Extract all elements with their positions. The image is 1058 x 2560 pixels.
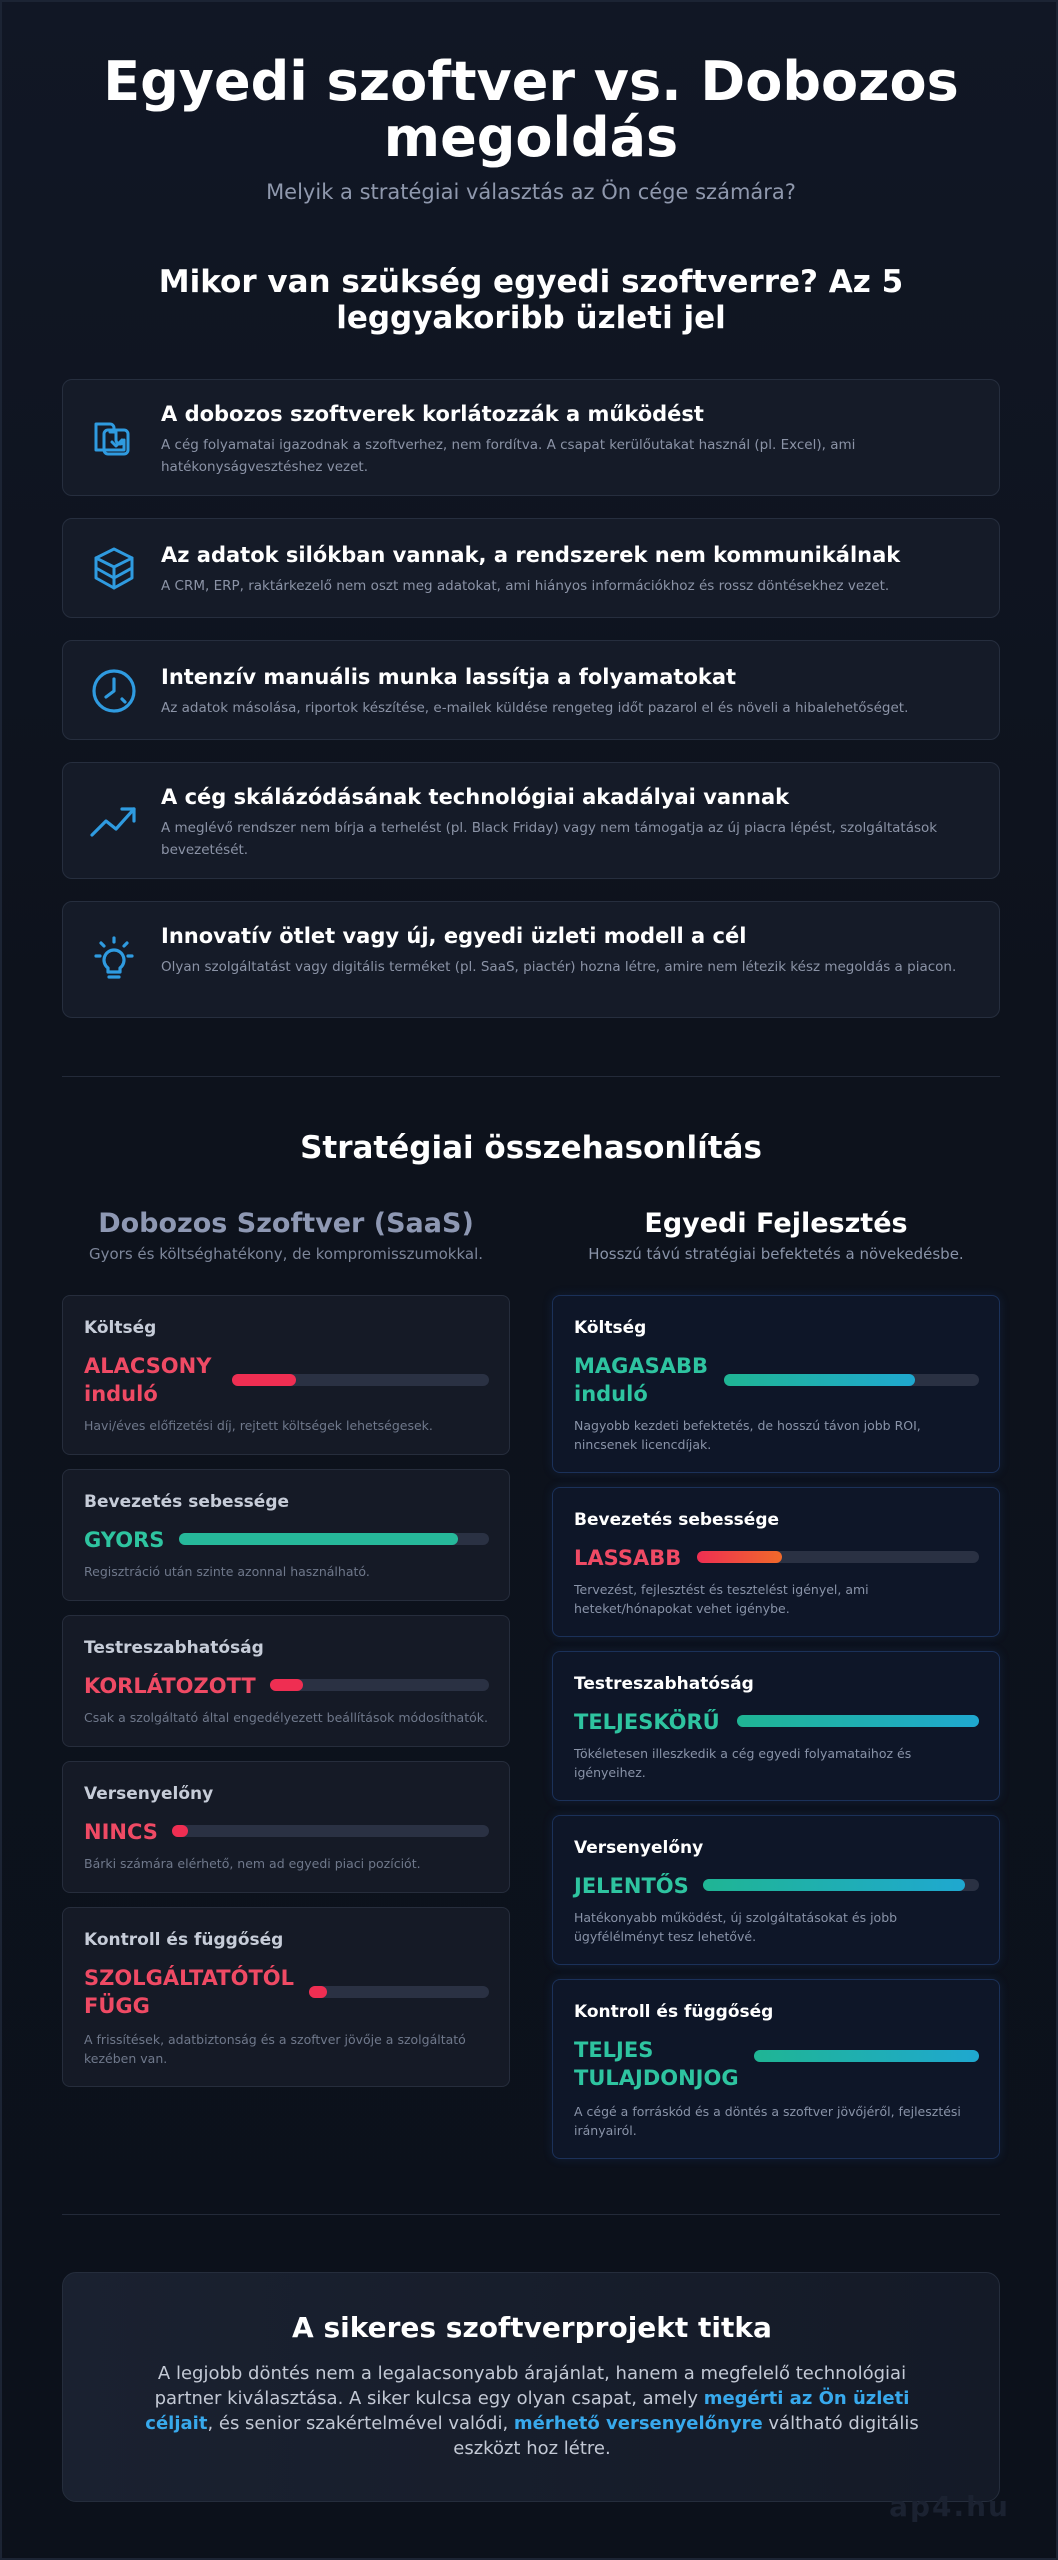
- criterion-bar: [179, 1533, 489, 1545]
- puzzle-icon: [88, 412, 140, 464]
- criterion-label: Kontroll és függőség: [84, 1930, 284, 1950]
- criterion-label: Költség: [84, 1318, 157, 1338]
- criterion-label: Bevezetés sebessége: [574, 1510, 780, 1530]
- custom-control-card: [552, 1979, 1000, 2159]
- sign-card: [62, 762, 1000, 879]
- criterion-note: Regisztráció után szinte azonnal használható.: [84, 1564, 370, 1579]
- criterion-label: Bevezetés sebessége: [84, 1492, 290, 1512]
- sign-card: [62, 640, 1000, 740]
- page-title: [2, 50, 1058, 169]
- criterion-label: Kontroll és függőség: [574, 2002, 774, 2022]
- clock-icon: [88, 665, 140, 717]
- criterion-value: SZOLGÁLTATÓTÓL FÜGG: [84, 1966, 295, 2018]
- sign-card: [62, 518, 1000, 618]
- criterion-bar: [724, 1374, 979, 1386]
- criterion-bar-fill: [309, 1986, 327, 1998]
- sign-title: Az adatok silókban vannak, a rendszerek nem kommunikálnak: [161, 543, 901, 567]
- criterion-value: MAGASABB induló: [574, 1354, 709, 1406]
- saas-column-title: Dobozos Szoftver (SaaS): [98, 1208, 474, 1239]
- custom-cost-card: [552, 1295, 1000, 1473]
- sign-card: [62, 901, 1000, 1018]
- criterion-value: GYORS: [84, 1528, 165, 1552]
- criterion-bar-fill: [724, 1374, 915, 1386]
- page-subtitle: Melyik a stratégiai választás az Ön cége számára?: [266, 180, 796, 204]
- criterion-note: Havi/éves előfizetési díj, rejtett költségek lehetségesek.: [84, 1418, 433, 1433]
- criterion-bar: [172, 1825, 489, 1837]
- criterion-value: TELJES TULAJDONJOG: [574, 2038, 739, 2090]
- custom-customization-card: [552, 1651, 1000, 1801]
- criterion-bar: [309, 1986, 489, 1998]
- divider: [62, 2214, 1000, 2215]
- database-icon: [88, 543, 140, 595]
- criterion-bar-fill: [703, 1879, 965, 1891]
- watermark-logo: ap4.hu: [889, 2490, 1010, 2523]
- saas-column-subtitle: Gyors és költséghatékony, de kompromisszumokkal.: [88, 1245, 484, 1263]
- criterion-bar: [703, 1879, 979, 1891]
- custom-column-subtitle: Hosszú távú stratégiai befektetés a növekedésbe.: [588, 1245, 964, 1263]
- custom-column-title: Egyedi Fejlesztés: [644, 1208, 908, 1239]
- criterion-note: Tökéletesen illeszkedik a cég egyedi folyamataihoz és igényeihez.: [574, 1746, 912, 1780]
- sign-title: A dobozos szoftverek korlátozzák a működést: [161, 402, 704, 426]
- criterion-bar: [697, 1551, 979, 1563]
- sign-card: [62, 379, 1000, 496]
- criterion-value: NINCS: [84, 1820, 158, 1844]
- criterion-value: TELJESKÖRŰ: [574, 1710, 720, 1734]
- saas-control-card: [62, 1907, 510, 2087]
- saas-cost-card: [62, 1295, 510, 1455]
- signs-section-title: Mikor van szükség egyedi szoftverre? Az 5 leggyakoribb üzleti jel: [158, 264, 904, 336]
- conclusion-title: A sikeres szoftverprojekt titka: [292, 2311, 772, 2344]
- criterion-bar-fill: [754, 2050, 979, 2062]
- sign-description: A cég folyamatai igazodnak a szoftverhez, nem fordítva. A csapat kerülőutakat használ (pl. Excel), ami hatékonyságvesztéshez vezet.: [161, 437, 856, 475]
- page-title-text: Egyedi szoftver vs. Dobozos megoldás: [103, 50, 959, 169]
- criterion-value: LASSABB: [574, 1546, 682, 1570]
- conclusion-text-part: , és senior szakértelmével valódi,: [207, 2413, 514, 2434]
- criterion-bar-fill: [737, 1715, 979, 1727]
- criterion-note: A cégé a forráskód és a döntés a szoftver jövőjéről, fejlesztési irányairól.: [574, 2104, 961, 2138]
- criterion-note: A frissítések, adatbiztonság és a szoftver jövője a szolgáltató kezében van.: [84, 2032, 466, 2066]
- divider: [62, 1076, 1000, 1077]
- sign-description: Olyan szolgáltatást vagy digitális terméket (pl. SaaS, piactér) hozna létre, amire nem létezik kész megoldás a piacon.: [161, 959, 957, 975]
- custom-advantage-card: [552, 1815, 1000, 1965]
- criterion-note: Hatékonyabb működést, új szolgáltatásokat és jobb ügyfélélményt tesz lehetővé.: [574, 1910, 898, 1944]
- criterion-bar-fill: [697, 1551, 782, 1563]
- comparison-title: Stratégiai összehasonlítás: [300, 1130, 762, 1166]
- criterion-note: Tervezést, fejlesztést és tesztelést igényel, ami heteket/hónapokat vehet igénybe.: [574, 1582, 869, 1616]
- conclusion-text: [143, 2361, 921, 2461]
- sign-title: A cég skálázódásának technológiai akadályai vannak: [161, 785, 790, 809]
- criterion-value: ALACSONY induló: [84, 1354, 212, 1406]
- lightbulb-icon: [88, 934, 140, 986]
- sign-title: Intenzív manuális munka lassítja a folyamatokat: [161, 665, 737, 689]
- saas-customization-card: [62, 1615, 510, 1747]
- criterion-bar-fill: [172, 1825, 188, 1837]
- criterion-bar-fill: [179, 1533, 458, 1545]
- conclusion-text-part: váltható digitális eszközt hoz létre.: [453, 2413, 919, 2459]
- custom-speed-card: [552, 1487, 1000, 1637]
- criterion-bar: [737, 1715, 979, 1727]
- conclusion-box: [62, 2272, 1000, 2502]
- criterion-note: Nagyobb kezdeti befektetés, de hosszú távon jobb ROI, nincsenek licencdíjak.: [574, 1418, 921, 1452]
- conclusion-text-part: A legjobb döntés nem a legalacsonyabb árajánlat, hanem a megfelelő technológiai partner kiválasztása. A siker kulcsa egy olyan csapat, amely: [154, 2363, 907, 2409]
- trending-up-icon: [88, 795, 140, 847]
- criterion-value: KORLÁTOZOTT: [84, 1674, 256, 1698]
- criterion-bar-fill: [270, 1679, 303, 1691]
- conclusion-highlight: megérti az Ön üzleti céljait: [145, 2388, 910, 2434]
- saas-advantage-card: [62, 1761, 510, 1893]
- criterion-label: Testreszabhatóság: [574, 1674, 754, 1694]
- sign-description: A meglévő rendszer nem bírja a terhelést (pl. Black Friday) vagy nem támogatja az új piacra lépést, szolgáltatások bevezetését.: [161, 820, 938, 858]
- criterion-note: Csak a szolgáltató által engedélyezett beállítások módosíthatók.: [84, 1710, 488, 1725]
- conclusion-highlight: mérhető versenyelőnyre: [513, 2413, 763, 2434]
- criterion-label: Versenyelőny: [574, 1838, 704, 1858]
- criterion-label: Költség: [574, 1318, 647, 1338]
- criterion-bar: [754, 2050, 979, 2062]
- criterion-bar: [232, 1374, 489, 1386]
- criterion-value: JELENTŐS: [574, 1874, 689, 1898]
- criterion-label: Versenyelőny: [84, 1784, 214, 1804]
- criterion-bar-fill: [232, 1374, 296, 1386]
- criterion-bar: [270, 1679, 489, 1691]
- sign-description: Az adatok másolása, riportok készítése, e-mailek küldése rengeteg időt pazarol el és növeli a hibalehetőséget.: [161, 700, 909, 716]
- sign-title: Innovatív ötlet vagy új, egyedi üzleti modell a cél: [161, 924, 747, 948]
- criterion-label: Testreszabhatóság: [84, 1638, 264, 1658]
- sign-description: A CRM, ERP, raktárkezelő nem oszt meg adatokat, ami hiányos információkhoz és rossz döntésekhez vezet.: [161, 578, 890, 594]
- criterion-note: Bárki számára elérhető, nem ad egyedi piaci pozíciót.: [84, 1856, 421, 1871]
- saas-speed-card: [62, 1469, 510, 1601]
